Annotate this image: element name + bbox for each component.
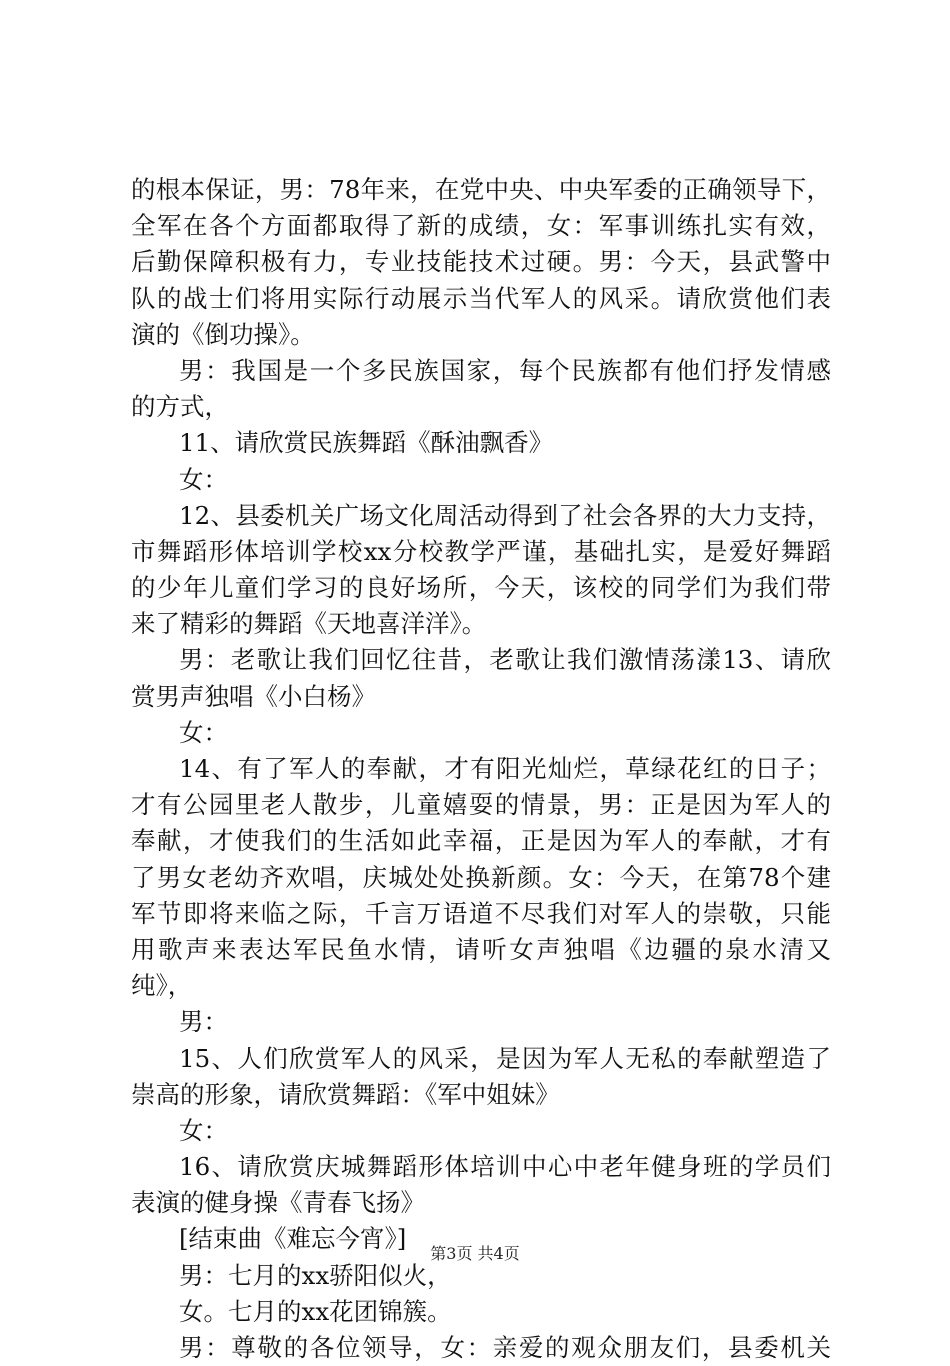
- text-line: 女：: [179, 1115, 228, 1145]
- text-line: 11、请欣赏民族舞蹈《酥油飘香》: [179, 428, 554, 458]
- text-line: 市舞蹈形体培训学校xx分校教学严谨，基础扎实，是爱好舞蹈: [131, 536, 831, 566]
- text-line: 14、有了军人的奉献，才有阳光灿烂，草绿花红的日子；: [179, 754, 831, 783]
- text-line: 男：老歌让我们回忆往昔，老歌让我们激情荡漾13、请欣: [179, 645, 831, 675]
- document-body: [131, 172, 831, 1366]
- text-line: 表演的健身操《青春飞扬》: [131, 1188, 425, 1218]
- text-line: 男：尊敬的各位领导，女：亲爱的观众朋友们，县委机关: [179, 1333, 831, 1362]
- text-line: 15、人们欣赏军人的风采，是因为军人无私的奉献塑造了: [179, 1043, 831, 1073]
- text-line: 12、县委机关广场文化周活动得到了社会各界的大力支持，: [179, 500, 831, 530]
- text-line: 军节即将来临之际，千言万语道不尽我们对军人的崇敬，只能: [131, 898, 831, 928]
- text-line: 的少年儿童们学习的良好场所，今天，该校的同学们为我们带: [131, 573, 831, 603]
- text-line: 赏男声独唱《小白杨》: [131, 681, 376, 711]
- text-line: 女：: [179, 464, 228, 494]
- text-line: 16、请欣赏庆城舞蹈形体培训中心中老年健身班的学员们: [179, 1152, 831, 1182]
- text-line: 男：我国是一个多民族国家，每个民族都有他们抒发情感: [179, 355, 831, 385]
- text-line: 女。七月的xx花团锦簇。: [179, 1296, 452, 1326]
- text-line: 的方式，: [131, 392, 229, 422]
- page-number-footer: 第3页 共4页: [430, 1244, 520, 1263]
- text-line: 崇高的形象，请欣赏舞蹈：《军中姐妹》: [131, 1079, 560, 1109]
- text-line: 来了精彩的舞蹈《天地喜洋洋》。: [131, 609, 487, 639]
- text-line: 的根本保证，男：78年来，在党中央、中央军委的正确领导下，: [131, 175, 831, 204]
- text-line: 队的战士们将用实际行动展示当代军人的风采。请欣赏他们表: [131, 283, 831, 313]
- text-line: 全军在各个方面都取得了新的成绩，女：军事训练扎实有效，: [131, 211, 831, 241]
- text-line: 才有公园里老人散步，儿童嬉耍的情景，男：正是因为军人的: [131, 790, 831, 820]
- text-line: 男：七月的xx骄阳似火，: [179, 1260, 452, 1290]
- text-line: 演的《倒功操》。: [131, 319, 315, 349]
- text-line: 奉献，才使我们的生活如此幸福，正是因为军人的奉献，才有: [131, 826, 831, 856]
- text-line: 用歌声来表达军民鱼水情，请听女声独唱《边疆的泉水清又: [131, 934, 831, 964]
- text-line: 男：: [179, 1007, 228, 1037]
- text-line: 后勤保障积极有力，专业技能技术过硬。男：今天，县武警中: [131, 247, 831, 277]
- text-line: 纯》，: [131, 971, 193, 1001]
- text-line: 女：: [179, 717, 228, 747]
- text-line: [结束曲《难忘今宵》]: [179, 1224, 407, 1254]
- text-line: 了男女老幼齐欢唱，庆城处处换新颜。女：今天，在第78个建: [131, 862, 831, 892]
